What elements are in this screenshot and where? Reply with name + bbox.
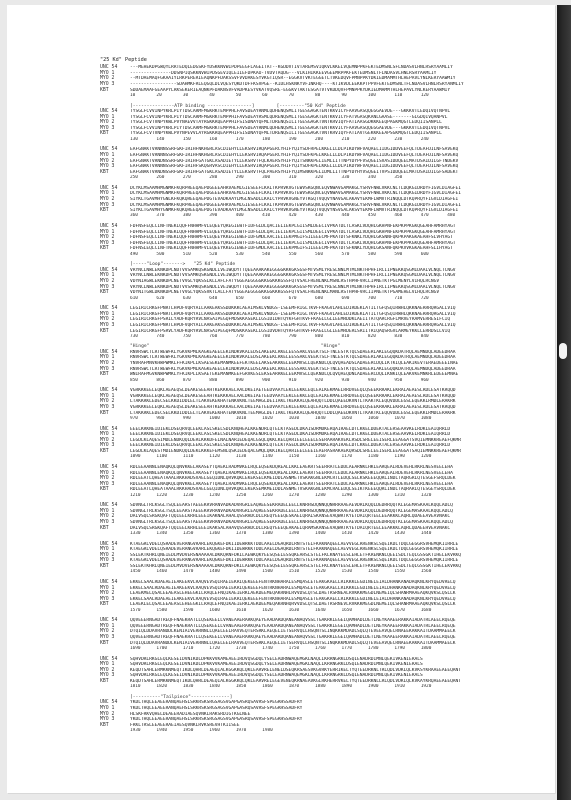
sequence-text: RNVRSWCTLRTWEWFKLYGKVKPMLKAGKEAEELEKINDKVKALEDSLAKEEKLRKELEESSAKLVEEKTSLFTNLESTKTQLSDAEERLAKLEGQQKDATRQLAEMNDQLADEEDRAA xyxy=(130,366,456,372)
sequence-text: RDLEEAANNLENAQKQLQNVKKELAKASEYTQAEKLRADMVKELRQLEQSEKDQREALLKKLEAEKRTSEERRATLEDDLAEARNKLHKLEARQEALRDEVEHLRKRLNESVEELEHA xyxy=(130,470,453,476)
sequence-label: UNC 54 xyxy=(100,388,118,394)
sequence-row xyxy=(100,126,555,132)
sequence-label: KBT xyxy=(100,410,109,416)
document-page xyxy=(7,5,555,793)
sequence-row xyxy=(100,235,555,241)
sequence-row xyxy=(100,202,555,208)
sequence-label: KBT xyxy=(100,290,109,296)
sequence-row xyxy=(100,399,555,405)
sequence-label: KBT xyxy=(100,487,109,493)
sequence-text: LTAKKRKLEDECSELKKDIDDLELTLAKVEKEKHATENKVKNLTEEMAGLDEIIAKLTKEKKALQEAHQQTLDDLQAEEDKVNTLTKAKTKLEQQVDDLEGSLEQEKKLRMDLERAKRK xyxy=(130,399,456,405)
sequence-text: LEAEKMELQSALEEAEASLEHEEGKILRAQLEFNQIKAEIERKLAEKDEEMEQAKRNHLRVVDSLQTSLDAETRSRNEALRVKKKMEGDLNEMEIQLSHANRMAAEAQKQVKSLQSLLK xyxy=(130,591,456,597)
sequence-label: MYO 2 xyxy=(100,278,115,284)
sequence-label: MYO 1 xyxy=(100,70,115,76)
sequence-label: MYO 2 xyxy=(100,667,115,673)
ruler-numbers: 610 620 630 640 650 660 670 680 690 700 710 720 xyxy=(130,295,429,301)
sequence-row xyxy=(100,279,555,285)
sequence-text: EEELKRKNEIDIEKLDSEQRVQLEEKLASLSKELSDLKNQHEALKKENDRLQTELKTASEDLDKAISDRMDKERQAIRAELDTLKKELDDEKTALERSEAAVKELRDKLEAIQRRLD xyxy=(130,426,451,432)
sequence-row xyxy=(100,481,555,487)
alignment-block xyxy=(100,147,555,180)
ruler-numbers: 1090 1100 1110 1120 1130 1140 1150 1160 1170 1180 1190 1200 xyxy=(130,454,432,460)
position-ruler xyxy=(100,252,555,257)
sequence-row xyxy=(100,241,555,247)
sequence-label: KBT xyxy=(100,131,109,137)
sequence-row xyxy=(100,629,555,635)
position-ruler xyxy=(100,378,555,383)
sequence-label: KBT xyxy=(100,169,109,175)
sequence-row xyxy=(100,268,555,274)
sequence-text: LEGDLKLAQESIMDLENDKQQLDERLKKKDFELNALNARIEDEQALGSQLQKKLKELQARIEELEEELESERAARAKVEKLRSDLSRELEEISERLEEAGGATSVQIEMNKKREAEFQKMR xyxy=(130,437,462,443)
sequence-text: KTAEGRLVDELQSRADEVERANGVRARLEKQGKEFDKIIDEWRKKTDDLAAELDGAQRDLRNTSTELFKAKNAQEELAEVVEGLRRENKSLSQEIKDLTDQLGEGGRSVHEMQKIIRRLE xyxy=(130,547,459,553)
sequence-label: MYO 3 xyxy=(100,164,115,170)
annotation-text: [----------"Tailpiece"--------------] xyxy=(130,694,233,700)
alignment-block xyxy=(100,580,555,613)
sequence-label: UNC 54 xyxy=(100,503,118,509)
alignment-block xyxy=(100,306,555,339)
alignment-block xyxy=(100,695,555,734)
sequence-label: MYO 3 xyxy=(100,322,115,328)
sequence-text: SIYKLTGAVMHYGNMKFKQKQREEQAEPDGTEVADKAAYLMGLNSADLLKALCYPRVKVGNEYVTKGQTVQQVYNSVGALAKSVYEKMFLWMVTRINQQLDTKQPRQYFIGVLDIAGFEI xyxy=(130,208,459,214)
sequence-text: LEGIRICRKGFPSRVLYADFKQRYRVLNASAIPEGQFMDSKKASEKLLGSIDVDHTQYRFGHTKVFFKAGLLGLLEEMRDERLSRIITRIQAQSRGVLARMEYKKLLERRDSLLVIQ xyxy=(130,328,451,334)
sequence-row xyxy=(100,197,555,203)
sequence-label: MYO 1 xyxy=(100,114,115,120)
sequence-text: DTQIQLDDAVRANDDLKENIAIVERRNNLLQAELEELRAVVEQTERSRKLAEQELIETSERVQLLHSQNTSLINQKKKMDADLSQLQTEVEEAVQECRNAEEKAKKAITDAAMMAEELK xyxy=(130,629,456,635)
sequence-label: UNC 54 xyxy=(100,65,118,71)
sequence-text: VRYNCLNWLEKNKDPLNDTVVSAMKQSKGNDLLVEIWQDYTTQEEAAAKAKEGGGGKKKGKSGSFMTVSMLYRESLNNLMTMLNKTHPHFIRCIIPNEKKQSGMIDAALVLNQLTCNGV xyxy=(130,267,456,273)
alignment-block xyxy=(100,224,555,257)
sequence-text: KEQDTSAHLERMKKNMEQTIKDLQHRLDEAEQIALKGGKKQLQKLEARVRELEGEVENEQKRNAEAVKGLRKHERRVKELTYQTEEDRKNLLRLQDLVDKLQLKVKAYKRQAEEAEEQANT xyxy=(130,679,462,684)
sequence-label: MYO 3 xyxy=(100,202,115,208)
sequence-label: MYO 2 xyxy=(100,158,115,164)
sequence-text: DALVSQLSRGKQAFTQQIEELKRHLEEEIKAKNALAHALQSSRHDCDLLREQYEEEQESKAELQRALSKANSEVAQWRTKYETDAIQRTEELEEAKKKLAQRLQDAEEAVEAVNAKC xyxy=(130,514,451,520)
sequence-row xyxy=(100,514,555,520)
alignment-block xyxy=(100,465,555,498)
sequence-label: MYO 3 xyxy=(100,284,115,290)
sequence-text: VRYNCLNWLEKNKDPLNDTVVSAMKQSKGNDLLVEIWQDYTTQEEAAAKAKEGGGGKKKGKSGSFMTVSMLYRESLNNLMTMLNKTHPHFIRCIIPNEKKQSGMIDAALVLNQLTCNGV xyxy=(130,273,456,279)
sequence-text: TYSGLFCVTVNPYKWLPVYNAEVVTAYRGKKRQEAPPHIFSISDNAYQFMLTDRENQSILITGESGAGKTVNTKRVIQYFATIAASGDKKKEEQPAGKMQGTLEDQIISANPLL xyxy=(130,120,442,126)
sequence-text: TYSGLFCVTVNPYKWLPVYNPEVVLAYRGKKRQEAPPHIFSISDNAYQFMLTDRENQSILITGESGAGKTVNTKRVIQYFATIAVTGEKKKEEAPSGKMQGTLEDQIISANPLL xyxy=(130,131,442,137)
position-ruler xyxy=(100,454,555,459)
sequence-text: TYSGLFCVVINPYKRLPIYTDSCARMFMGKRKTEMPPHIFAVSDEAYRSMLQDRENQSMLITGESGAGKTENTKKVICYFATVGASQKANLGAASE-------GLGDQIVQANPVL xyxy=(130,114,448,120)
sequence-row xyxy=(100,552,555,558)
sequence-text: ---MEHEKDPGWQYLRRTEDQLEDGSKFYDSKKNVWIPDPEEGFLAGEITAT--KGDDVTIVTAREMSVIQKVLKKELVQEMNPPKFEKTEDMSNLSFLNDASVLHNLRSRYAAMLIY xyxy=(130,65,453,71)
sequence-label: KBT xyxy=(100,602,109,608)
sequence-text: RDLEEATLQHEATAAALRKKHADSVAELGEQIDNLQRVKQKLEKEKSELKMEIDDLASNMETVSKAKGNLEKMCRTLEDQLSELKSKEEEQQRLINDLTAQRGRLQTESGEFSRQLDEK xyxy=(130,476,456,482)
position-ruler xyxy=(100,531,555,536)
sequence-label: KBT xyxy=(100,246,109,252)
sequence-row xyxy=(100,405,555,411)
sequence-text: SIYKLTGAVMHYGNLKFKQKQREEQAEPDGTEVADKAAYLMGLNSADLLKALCYPRVKVGNEYVTKGQTVQQVYNAVGALAKAVYEKMFLWMVTRINQQLDTKQPRQYFIGVLDIAGFEI xyxy=(130,196,459,202)
binder-hole xyxy=(559,343,567,359)
ruler-numbers: 490 500 510 520 530 540 550 560 570 580 590 600 xyxy=(130,251,429,257)
sequence-label: MYO 1 xyxy=(100,355,115,361)
sequence-text: LEAEKLELQSALEEAEASLEHEEGKILRAQLEFNQIKAEIERKLAEKDEEMEQAKRNHQRVVDSLQTSLDAETRSRNEVLRVKKKMEGDLNEMEIQLSHANRMAAEAQKQVKSLQSLLK xyxy=(130,602,456,608)
ruler-numbers: 1330 1340 1350 1360 1370 1380 1390 1400 1410 1420 1430 1440 xyxy=(130,531,432,537)
sequence-row xyxy=(100,82,555,88)
sequence-text: VRYNCLNWLEKNKDPLNDTVVSAMKQSKGNDLLVEIWQDYTTQEEAAAKAKEGGGGKKKGKSGSFMTVSMLYRESLNNLMTMLNKTHPHFIRCIIPNEKKQSGMIDAALVLNQLTCNGV xyxy=(130,284,456,290)
sequence-text: LEGIRICRKGFPNRTLHPDFVQRYAILAAKEAKSSDDKKKCAEAIMSKLVNDGS-LSEEMFRIGLTKVFFKAGVLAHLEDIRDEKLATILTGFQSQIRWHLQKKNAERRRQRGALLVIQ xyxy=(130,306,456,312)
position-ruler xyxy=(100,295,555,300)
sequence-row xyxy=(100,700,555,706)
sequence-row xyxy=(100,388,555,394)
sequence-text: EEELKRKNEIDIEKLDSEQRVQLEEKLASLSKELSDLKNQHEALKKENDRLQTELKTASEDLDKAISDRMDKERQAIRAELDTLKKELDDEKTALERSEAAVKELRDKLEAIQRRLD xyxy=(130,432,451,438)
sequence-row xyxy=(100,366,555,372)
sequence-row xyxy=(100,520,555,526)
sequence-text: YKDLTHQLEEAEERANQAEHSLSRKRSKSRGSAGSVGAPGASRQSAVRSFSPEGRHSSADFRY xyxy=(130,700,303,706)
sequence-text: DCYKLMSAAMHMGNMKFKQRPREEQAEPDGEEEAHRVAEMLGIESEEFLKALTKPRVKVGTEWVSKGQNCEQVNWAVGAMAKGLYSRVFNWLVKKCNLTLDQKGIDRDYFIGVLDIAGFEI xyxy=(130,185,462,191)
ruler-numbers: 1930 1940 1950 1960 1970 1980 xyxy=(130,728,273,734)
sequence-label: KBT xyxy=(100,563,109,569)
sequence-row xyxy=(100,706,555,712)
sequence-label: KBT xyxy=(100,722,109,728)
sequence-text: VGRKKKEELEQKLAEAEQSLDEAKESEEAHTKEKKKAELAALDKEIAETEEDVAAYLEKLEEKKLEQLEALKEKMAELRRDVEEQLQSEEKRRAKLEKRALAEAESLRDLESATKRQQD xyxy=(130,393,456,399)
sequence-text: EKKELSAALRDAEAEIEAKEEKVLRAQVEVSQIRAEIEKRIQEKEEEFENTRKNHARALESMQASLETEAKGKAELLRIKKKLEGDINELEIALDHANKANADAQKNLKRYQEDVRELQ xyxy=(130,596,456,602)
sequence-text: TYSGLFCVVINPYKRLPIYTDSCARMFMGKRKTEMPPHLFAVSDEAYRNMLQDHENQSMLITGESGAGKTENTKKVICYFAAVGASQQEGGAEVDE---GKKKVTLEDQIVQTNPVL xyxy=(130,109,451,115)
alignment-block xyxy=(100,541,555,574)
sequence-row xyxy=(100,635,555,641)
sequence-text: FDFNSFEQLCINFTNEKLQQFFNHHMFVLEQEEYQREGIEWTFIDFGLDLQACIELIEKPLGIISMLDEECIVPKATDLTLASKLVDQHLGKHPNFEKPKPPKGKQGEAHFAMRHYAGT xyxy=(130,224,456,230)
sequence-row xyxy=(100,355,555,361)
sequence-label: MYO 1 xyxy=(100,229,115,235)
sequence-row xyxy=(100,509,555,515)
sequence-text: DCYKLMSAAMHMGNMKFKQRPREEQAEPDGEEEAHRVAEMLGIESEEFLKALTKPRVKVGTEWVSKGQNCEQVNWAVGAMAKGLYSRVFNWLVKKCNLTLDQKGIDRDYFIGVLDIAGFEI xyxy=(130,202,462,208)
sequence-row xyxy=(100,164,555,170)
sequence-text: FDFNSFEQLCINFTNEKLQQFFNHHMFVLEQEEYQREGIEWTFIDFGLDLQACIELIEKPLGIISMLDEECIVPKATDLTLASKLVDQHLGKHPNFEKPKPPKGKQGEAHFAMRHYAGT xyxy=(130,240,456,246)
sequence-label: MYO 3 xyxy=(100,82,115,88)
alignment-header: "25 Kd" Peptide xyxy=(100,57,147,63)
sequence-text: YKDLTHQLEEAEERANQAEHSLSRKRSKSRGSAGSVGAPGASRQSAVRSFSPEGRHSSADFRY xyxy=(130,717,303,723)
sequence-text: LEGIRICRKGFPNRTLHPDFVQRYAILAAKEAKSSDDKKKCAEAIMSKLVNDGS-LSEEMFRIGLTKVFFKAGVLAHLEDIRDEKLATILTGFQSQIRWHLQKKNAERRRQRGALLVIQ xyxy=(130,322,456,328)
sequence-label: UNC 54 xyxy=(100,426,118,432)
annotation-text: [---------------ATP binding ----------------] [---------"50 Kd" Peptide xyxy=(130,103,346,109)
sequence-label: MYO 2 xyxy=(100,399,115,405)
sequence-text: EAFGNAKTVRNDNSSRFGKFIRIHFGATGKLASADIETYLLEKSRVTFQLKAERSYHIFYQITSNKKPELIEMLLITTNPYDYPFVSQGEISVASIDDQEELMATDSAIDILGFTNDEKV xyxy=(130,158,459,164)
sequence-row xyxy=(100,711,555,717)
sequence-row xyxy=(100,273,555,279)
sequence-row xyxy=(100,580,555,586)
sequence-row xyxy=(100,224,555,230)
ruler-numbers: 1570 1580 1590 1600 1610 1620 1630 1640 1650 1660 1670 1680 xyxy=(130,607,432,613)
sequence-text: KTAEGRLVDELQSRADEVERANGVRARLEKQGKEFDKIIDEWRKKTDDLAAELDGAQRDLRNTSTELFKAKNAQEELAEVVEGLRRENKSLSQEIKDLTDQLGEGGRSVHEMQKIIRRLE xyxy=(130,541,459,547)
sequence-text: RDLEEAANNLENAQKQLQNVKKELAKASEYTQAEKLRADMVKELRQLEQSEKDQREALLKKLEAEKRTSEERRATLEDDLAEARNKLHKLEARQEALRDEVEHLRKRLNESVEELEHA xyxy=(130,464,453,470)
sequence-text: VDYNIAGWLEKNKDPLNETVVGLYQKSSLKLLAFLFATYGGEAEGGGGKKGGKKKGSSFQTVSALFRENLNKLMSNLRSTHPHFVRCLIPNETKTPGLMENYLVIHQLRCNGV xyxy=(130,278,440,284)
sequence-text: SQHVDRLRKGLEQLKESEIDVNIKDLDPKKVVKAMEAEEIRDVQSGDQLYSELEADRNWAQEMGKLNAQLLKRRNGRKLDSQIENADRDIMNLQEKIVKENIERALS xyxy=(130,656,423,662)
sequence-label: MYO 2 xyxy=(100,76,115,82)
sequence-row xyxy=(100,76,555,82)
sequence-text: DTQIQLDDAVRANDDLKENIAIVERRNNLLQAELEELRAVVEQTERSRKLAEQELIETSERVQLLHSQNTSLINQKKKMDADLSQLQTEVEEAVQECRNAEEKAKKAITDAAMMAEELK xyxy=(130,640,456,646)
sequence-text: SQHVDRLRKGLEQLKESEIDVNIKDLDPKKVVKAMEAEEIRDVQSGDQLYSELEADRNWAQEMGKLNAQLLKRRNGRKLDSQIENADRDIMNLQEKIVKENIERALS xyxy=(130,662,423,668)
sequence-label: UNC 54 xyxy=(100,224,118,230)
scanner-edge xyxy=(557,5,571,800)
sequence-text: TYSGLFCVVINPYKRLPIYTDSCARMFMGKRKTEMPPHLFAVSDEAYRNMLQDHENQSMLITGESGAGKTENTKKVICYFAAVGASQQEGGAEVDE---GKKKVTLEDQIVQTNPVL xyxy=(130,125,451,131)
sequence-label: UNC 54 xyxy=(100,109,118,115)
sequence-label: MYO 1 xyxy=(100,273,115,279)
sequence-label: KBT xyxy=(100,640,109,646)
sequence-text: YNVRAFMNVKHWPWMKLFFKIKPLLKSAESEKEMANMKEEFEKTKEELAKSEAKRKELEEKMVSLLQEKNDLQLQVQAEADSLADAEERCDQLIKTKIQLEAKIKEVTERAEDEEEINAE xyxy=(130,361,459,367)
position-ruler xyxy=(100,646,555,651)
sequence-label: MYO 3 xyxy=(100,717,115,723)
sequence-row xyxy=(100,191,555,197)
sequence-text: KEQDTSAHLERMKKNMEQTIKDLQHRLDEAEQIALKGGKKQLQKLEARVRELENELDSEQKRSAESVKGVRKYERRIKELTYQTEEDRKNLTRLQDLVDKLQLKVKSYKRAAEEAEEQANT xyxy=(130,667,462,673)
alignment-blocks xyxy=(100,65,555,733)
sequence-text: --MTDAEMAQFGKAAIYLRKPERERIEAQNKPFDAKSSVFVVDAKESYVKGTIQSR--EGGKVTVKTEGGETLTVKEDQVFPMNPPKYDKIEDMAMMTHLHEPAVLYNLKERYAAWMIY xyxy=(130,76,456,82)
sequence-row xyxy=(100,361,555,367)
sequence-text: RNVRSWCTLRTWEWFKLYGKVKPMLKAGKEAEELEKINDKVKALEDSLAKEEKLRKELEESSAKLVEEKTSLFTNLESTKTQLSDAEERLAKLEGQQKDATRQLAEMNDQLADEEDRAA xyxy=(130,355,456,361)
alignment-block xyxy=(100,503,555,536)
sequence-text: LEGIRICRKGFPSRILYADFKQRYRVLNASAIPEGQFMDSKKASEKLLGSIDIDHTQYKFGHTKVFFKAGLLGLLEEMRDDKLAEIITATQARCRGFLMRVEYRAMVERRESIFCIQ xyxy=(130,317,451,323)
sequence-row xyxy=(100,668,555,674)
sequence-row xyxy=(100,185,555,191)
sequence-text: VGRKKKEELEQKLAEAEQSLDEAKESEEAHTKEKKKAELAALDKEIAETEEDVAAYLEKLEEKKLEQLEALKEKMAELRRDVEEQLQSEEKRRAKLEKRALAEAESLRDLESATKRQQD xyxy=(130,388,456,394)
sequence-label: UNC 54 xyxy=(100,306,118,312)
alignment-block xyxy=(100,618,555,651)
sequence-row xyxy=(100,596,555,602)
sequence-label: MYO 1 xyxy=(100,585,115,591)
position-ruler xyxy=(100,137,555,142)
sequence-row xyxy=(100,717,555,723)
sequence-label: MYO 2 xyxy=(100,317,115,323)
sequence-label: MYO 1 xyxy=(100,705,115,711)
sequence-label: MYO 1 xyxy=(100,470,115,476)
sequence-text: HLSKFRKVQHELDEAEERADIAESQVNKLRAKSRDIGTKGLNEE xyxy=(130,711,251,717)
sequence-row xyxy=(100,153,555,159)
sequence-row xyxy=(100,618,555,624)
sequence-row xyxy=(100,120,555,126)
sequence-text: RDLEEATLQHEATAAALRKKHADSVAELGEQIDNLQRVKQKLEKEKSEMKMEIDDLASNMETVSKAKGNLEKMCRALEDQLSEIKTKEEEQQRLINDLTAQRARLQTESGEYSRQLDEK xyxy=(130,487,456,493)
position-ruler xyxy=(100,493,555,498)
sequence-row xyxy=(100,432,555,438)
sequence-row xyxy=(100,311,555,317)
sequence-row xyxy=(100,284,555,290)
sequence-row xyxy=(100,662,555,668)
sequence-label: MYO 2 xyxy=(100,552,115,558)
sequence-text: FDFNSFEQLCINFTNEKLQQFFNHHMFVLEQEEYQREGIEWTFIDFGLDLQACIELIEKPLGIISMLDEECIVPKATDLTLASKLVDQHLGKHPNFEKPKPPKGKQGEAHFAMRHYAGT xyxy=(130,229,456,235)
sequence-row xyxy=(100,317,555,323)
sequence-text: EAFGNAKTVRNDNSSRFGKFIRIHFGATGKLASADIETYLLEKSRVTFQLPAERSYHIFYQIMSNKKPELIDMLLITTNPYDYHYVSQGEITVPSIDDQEELMATDSAIDILGFSADEKT xyxy=(130,169,459,175)
sequence-text: SDDAEMAAFGEAAPYLRKSEKERIEAQNKPFDAKNSVFVADPKESYVKATVQSRE-EGGKVTAKTESGATVTVKDDQVFPMNPPKYDKIEDMAMMTHLHEPAVLYNLKERYAAWMIY xyxy=(130,87,451,93)
sequence-row xyxy=(100,350,555,356)
ruler-numbers: 970 980 990 1000 1010 1020 1030 1040 1050 1060 1070 1080 xyxy=(130,415,432,421)
sequence-label: KBT xyxy=(100,372,109,378)
ruler-numbers: 1810 1820 1830 1840 1850 1860 1870 1880 1890 1900 1910 1920 xyxy=(130,684,432,690)
sequence-row xyxy=(100,158,555,164)
sequence-text: SQHVDRLRKGLEQLKESEIDVNIKDLDPKKVVKAMEAEEIRDVQSGDQLYSELEADRNWAQEMGKLNAQLLKRRNGRKLDSQIENADRDIMNLQEKIVKENIERALS xyxy=(130,673,423,679)
annotation-text: [-----"Loop"-------> "25 Kd" Peptide xyxy=(130,262,236,268)
sequence-row xyxy=(100,476,555,482)
sequence-label: MYO 3 xyxy=(100,635,115,641)
sequence-label: UNC 54 xyxy=(100,700,118,706)
sequence-text: RDLEEAANNLENAQKQLQNVKKELAKASEYTQAEKLRADMVKELRQLEQSEKDQREALLKKLEAEKRTSEERRATLEDDLAEARNKLHKLEARQEALRDEVEHLRKRLNESVEELEHA xyxy=(130,481,453,487)
sequence-label: MYO 2 xyxy=(100,591,115,597)
sequence-label: UNC 54 xyxy=(100,656,118,662)
sequence-row xyxy=(100,465,555,471)
sequence-text: KTAEGRLVDELQSRADEVERANGVRARLEKQGKEFDKIIDEWRKKTDDLAAELDGAQRDLRNTSTELFKAKNAQEELAEVVEGLRRENKSLSQEIKDLTDQLGEGGRSVHEMQKIIRRLE xyxy=(130,558,459,564)
sequence-label: MYO 2 xyxy=(100,235,115,241)
sequence-text: QQVEEERNGADTREQFFNAEKRATLLQSEKEELLVANEAAERARKQAEYEAADARDQANEANAQVSSLTGAKRKLEGEIQAMHADLDETLNEYKAAEERAKKAIADATRLAEELRQEQE xyxy=(130,618,456,624)
sequence-alignment xyxy=(100,57,555,738)
position-ruler xyxy=(100,728,555,733)
sequence-label: MYO 1 xyxy=(100,623,115,629)
sequence-text: EAFGNAKTVRNNNSSRFGKFIRIHFNKHGRLASCDIEHYLLEKSRVIRQAPGERCYHIFYQIYSDFKPELKKELLLDLPIKDYWFVAQAELIIDGIDDVEEFQLTDEAFDILNFSAVEKQ xyxy=(130,152,459,158)
sequence-text: EEELKRKNEIDIEKLDSEQRVQLEEKLASLSKELSDLKNQHEALKKENDRLQTELKTASEDLDKAISDRMDKERQAIRAELDTLKKELDDEKTALERSEAAVKELRDKLEAIQRRLD xyxy=(130,443,451,449)
sequence-text: EAFGNAKTVRNNNSSRFGKFIRIHFSKQGRVASCDIEHYLLEKSRVIRQAPGERCYHIFYQIYSDFKPELKKELLLDLPIKDYWFVAQAELIIDGIDDVEEFQLTDEAFDILNFSAVEKQ xyxy=(130,164,459,170)
sequence-row xyxy=(100,503,555,509)
sequence-text: RNVRSWCTLRTWEWFKLYGKVKPMLKAGKEAEELEKINDKVKALEDSLAKEEKLRKELEESSAKLVEEKTSLFTNLESTKTQLSDAEERLAKLEGQQKDATRQLAEMNDQLADEEDRAA xyxy=(130,349,456,355)
sequence-text: EKKELSAALRDAEAEIEAKEEKVLRAQVEVSQIRAEIEKRIQEKEEEFENTRKNHARALESMQASLETEAKGKAELLRIKKKLEGDINELEIALDHANKANADAQKNLKRYQEDVRELQ xyxy=(130,585,456,591)
sequence-label: MYO 3 xyxy=(100,240,115,246)
sequence-label: MYO 3 xyxy=(100,443,115,449)
position-ruler xyxy=(100,175,555,180)
sequence-label: MYO 2 xyxy=(100,120,115,126)
ruler-numbers: 1210 1220 1230 1240 1250 1260 1270 1280 1290 1300 1310 1320 xyxy=(130,492,432,498)
sequence-label: UNC 54 xyxy=(100,267,118,273)
sequence-label: MYO 2 xyxy=(100,711,115,717)
ruler-numbers: 10 20 30 40 50 60 70 80 90 100 110 120 xyxy=(130,93,429,99)
sequence-row xyxy=(100,585,555,591)
sequence-text: LEGDLKLAQESTMDIENDKQQLDEKLKKKEFEMSNLQSKIEDEQALGMQLQKKIKELQARIEELEEEIEAERASRAKAEKQRSDLSRELEEISERLEEAGGATSAQIEMNKKREAEFQKMR xyxy=(130,448,462,454)
sequence-row xyxy=(100,109,555,115)
sequence-text: VGRKKKEELEQKLAEAEQSLDEAKESEEAHTKEKKKAELAALDKEIAETEEDVAAYLEKLEEKKLEQLEALKEKMAELRRDVEEQLQSEEKRRAKLEKRALAEAESLRDLESATKRQQD xyxy=(130,405,456,410)
position-ruler xyxy=(100,213,555,218)
sequence-label: UNC 54 xyxy=(100,618,118,624)
alignment-block xyxy=(100,426,555,459)
alignment-block xyxy=(100,344,555,383)
position-ruler xyxy=(100,334,555,339)
sequence-text: LEGIRICRKGFPNRTLHPDFVQRYAILAAKEAKSSDDKKKCAEAIMSKLVNDGS-LSEEMFRIGLTKVFFKAGVLAHLEDIRDEKLATILTGFQSQIRWHLQKKNAERRRQRGALLVIQ xyxy=(130,311,456,317)
sequence-label: MYO 1 xyxy=(100,662,115,668)
sequence-label: MYO 1 xyxy=(100,547,115,553)
sequence-text: YKDLTHQLEEAEERANQAEHSLSRKRSKSRGSAGSVGAPGASRQSAVRSFSPEGRHSSADFRY xyxy=(130,705,303,711)
sequence-label: MYO 2 xyxy=(100,514,115,520)
sequence-text: FRKLTRSLEEAEERAEIAESQVNKLRVKSREVHTKIISEE xyxy=(130,722,240,728)
sequence-row xyxy=(100,591,555,597)
sequence-row xyxy=(100,394,555,400)
sequence-label: MYO 2 xyxy=(100,196,115,202)
alignment-block xyxy=(100,262,555,301)
position-ruler xyxy=(100,608,555,613)
sequence-label: KBT xyxy=(100,328,109,334)
sequence-row xyxy=(100,558,555,564)
position-ruler xyxy=(100,569,555,574)
sequence-row xyxy=(100,624,555,630)
sequence-row xyxy=(100,229,555,235)
sequence-row xyxy=(100,541,555,547)
sequence-row xyxy=(100,426,555,432)
sequence-text: DALVSQLSRGKQAFTQQIEELKRHLEEEIKAKSALAHAVQSSRHDCDLLREQYEEEQEAKAELQRAMSKANSEVAQWRTKYETDAIQRTEELEEAKKKLAQRLQDAEEHVEAVNAKC xyxy=(130,525,451,531)
sequence-text: SSLEKTKHRLQNEIEDLMVDVERSNAAAAALDKKQRNFDKILAEWKQKYEESQSELESSQKEARSLSTELFKLKNAYEESLEHLETFKRENKNLQEEISDLTEQLGSSGKTIHELEKVRKQ xyxy=(130,563,462,569)
sequence-label: MYO 2 xyxy=(100,437,115,443)
sequence-label: MYO 1 xyxy=(100,508,115,514)
alignment-block xyxy=(100,388,555,421)
sequence-row xyxy=(100,65,555,71)
sequence-row xyxy=(100,323,555,329)
sequence-text: SSLEKTKHRLQNEIEDLMVDVERSNAAAAALDKKQRNFDKILAEWKQKYEESQSELESSQKEARSLSTELFKLKNAYEESLEHLETFKRENKNLQEEISDLTEQLGSSGKTIHELEKVRKQ xyxy=(130,552,462,558)
sequence-text: LTAKKRKLEDECSELKKDIDDLELTLAKVEKEKHATENKVKNLTEEMAGLDETIAKLTKEKKALQEAHQQTLDDLQAEEDKVNTLTKAKTKLEQQVDDLEGSLEQEKKLRMDLERAKRK xyxy=(130,410,456,416)
sequence-text: EKKELSAALRDAEAEIEAKEEKVLRAQVEVSQIRAEIEKRIQEKEEEFENTRKNHARALESMQASLETEAKGKAELLRIKKKLEGDINELEIALDHANKANADAQKNLKRYQEDVRELQ xyxy=(130,579,456,585)
sequence-label: MYO 2 xyxy=(100,476,115,482)
sequence-text: QQVEEERNGADTREQFFNAEKRATLLQSEKEELLVANEAAERARKQAEYEAADARDQANEANAQVSSLTGAKRKLEGEIQAMHADLDETLNEYKAAEERAKKAIADATRLAEELRQEQE xyxy=(130,623,456,629)
ruler-numbers: 250 260 270 280 290 300 310 320 330 340 350 xyxy=(130,175,403,181)
sequence-label: MYO 1 xyxy=(100,311,115,317)
alignment-block xyxy=(100,185,555,218)
sequence-label: MYO 3 xyxy=(100,596,115,602)
sequence-row xyxy=(100,306,555,312)
sequence-label: MYO 3 xyxy=(100,673,115,679)
sequence-text: QQVEEERNGADTREQFFNAEKRATLLQSEKEELLVANEAAERARKQAEYEAADARDQANEANAQVSSLTGAKRKLEGEIQAMHADLDETLNEYKAAEERAKKAIADATRLAEELRQEQE xyxy=(130,635,456,641)
alignment-block xyxy=(100,65,555,98)
sequence-text: SDVNGLTRLKSGLTSQLEEARSTAEEEKRVRANVADKADVRGRLEAQREESEKRADELEELLKNRHSDQNNQQNRRRAAEAEVDRLKQQLDEDRRQQTKLEGEMASKAALKQQLADLQ xyxy=(130,503,453,509)
sequence-row xyxy=(100,114,555,120)
sequence-label: MYO 1 xyxy=(100,393,115,399)
sequence-label: MYO 3 xyxy=(100,558,115,564)
sequence-label: MYO 3 xyxy=(100,125,115,131)
position-ruler xyxy=(100,93,555,98)
sequence-label: MYO 2 xyxy=(100,361,115,367)
sequence-label: KBT xyxy=(100,87,109,93)
sequence-label: MYO 1 xyxy=(100,152,115,158)
sequence-label: UNC 54 xyxy=(100,541,118,547)
ruler-numbers: 360 370 380 390 400 410 420 430 440 450 460 470 480 xyxy=(130,213,456,219)
sequence-text: DCYKLMSAAMHMGNMKFKQRPREEQAEPDGEEEAHRVAEMLGIESEEFLKALTKPRVKVGTEWVSKGQNCEQVNWAVGAMAKGLYSRVFNWLVKKCNLTLDQKGIDRDYFIGVLDIAGFEI xyxy=(130,191,462,197)
sequence-label: MYO 3 xyxy=(100,366,115,372)
sequence-label: MYO 2 xyxy=(100,629,115,635)
sequence-row xyxy=(100,443,555,449)
sequence-row xyxy=(100,470,555,476)
sequence-row xyxy=(100,147,555,153)
sequence-text: ---------------DDSNPIQSKKNVWIPDSGEVIQLEIIEFDPKAO-TVDVTAQDG---VLKIHIKKEEVGEEMRPPKFEKTEDMSNLTFLNDASVLHNLRSRYAAMLIY xyxy=(130,70,437,76)
sequence-text: VDYNITGWLDKNKDPLNETVVGLYQKSSVKTLALLFATYGGEAEGGGGKKGGKKKGSSFQTVSALFRENLNKLMANLRSTHPHFVRCIIPNETKTPGAMEHELVLHQLRCNGV xyxy=(130,290,440,296)
sequence-label: MYO 3 xyxy=(100,520,115,526)
sequence-text: SDVNGLTRLKSGLTSQLEEARSTAEEEKRVRANVADKADVRGRLEAQREESEKRADELEELLKNRHSDQNNQQNRRRAAEAEVDRLKQQLDEDRRQQTKLEGEMASKAALKQQLADLQ xyxy=(130,508,453,514)
alignment-block xyxy=(100,103,555,142)
sequence-label: MYO 1 xyxy=(100,191,115,197)
alignment-block xyxy=(100,656,555,689)
sequence-label: UNC 54 xyxy=(100,349,118,355)
ruler-numbers: 730 740 750 760 770 780 790 800 810 820 830 840 xyxy=(130,333,429,339)
ruler-numbers: 130 140 150 160 170 180 190 200 210 220 230 240 xyxy=(130,136,429,142)
sequence-label: UNC 54 xyxy=(100,185,118,191)
sequence-label: UNC 54 xyxy=(100,579,118,585)
sequence-text: EAFGNAKTVRNNNSSRFGKFIRIHFNKHGRLASCDIEHYLLEKSRVIRQAPGERCYHIFYQIYSDFRPELKKELLLDLPIKDYWFVAQAELIIDGIDDVEEFQLTDEAFDILNFSAVEKQ xyxy=(130,147,459,153)
sequence-label: MYO 3 xyxy=(100,481,115,487)
sequence-label: MYO 1 xyxy=(100,432,115,438)
ruler-numbers: 1450 1460 1470 1480 1490 1500 1510 1520 1530 1540 1550 1560 xyxy=(130,569,432,575)
sequence-label: KBT xyxy=(100,525,109,531)
sequence-label: KBT xyxy=(100,448,109,454)
sequence-row xyxy=(100,673,555,679)
position-ruler xyxy=(100,684,555,689)
sequence-label: UNC 54 xyxy=(100,147,118,153)
sequence-text: FDFNSLEQLCINFTNEKLQQFFNHHMFVLEQEEYKKEGIEWEFIDFGMDLAACIELIEKPMGIFSILEEECMFPKATDTSFKNKLYDQHLGKSANFQKPKVVKGKAEAHFSLIHYAGT xyxy=(130,246,453,252)
sequence-text: FDFNSFEQLCINFTNEKLQQFFNHHMFVLEQEEYKKEGIEWEFIDFGMDLAACIELIEKPMGIFSILEEECMFPKATDTSFKNKLYDQHLGKSNNFQKPKPAKGKAEAHFSLVHYAGT xyxy=(130,235,453,241)
sequence-row xyxy=(100,547,555,553)
position-ruler xyxy=(100,416,555,421)
sequence-label: KBT xyxy=(100,679,109,684)
sequence-row xyxy=(100,71,555,77)
ruler-numbers: 850 860 870 880 890 900 910 920 930 940 950 960 xyxy=(130,377,429,383)
sequence-text: WNIRAFMGVKNWPWMKLYFKIKPLLKSAETEKEMANMKEEFGRVKESLEKSEARRKELEEKMVSLLQEKNDLQLQVQAEQDNLADAEERCDQLIKNKIQLEAKVKEMNKRLEDEEEMNAE xyxy=(130,372,459,378)
sequence-label: KBT xyxy=(100,208,109,214)
sequence-text: -----------------SDAHMKFRLEQGQLDLVQESYQKDTDFFKSVPGE--KIDLHSKNKYVFINKHQ----KTIKVDLEEKKPTPPVFEKTEDMSNLTFLNDASVLHNLRSRYANMLIY xyxy=(130,82,464,88)
sequence-row xyxy=(100,656,555,662)
sequence-label: MYO 3 xyxy=(100,405,115,410)
annotation-text: "Hinge" "Hinge" xyxy=(130,344,341,350)
sequence-text: SDVNGLTRLKSGLTSQLEEARSTAEEEKRVRANVADKADVRGRLEAQREESEKRADELEELLKNRHSDQNNQQNRRRAAEAEVDRLKQQLDEDRRQQTKLEGEMASKAALKQQLADLQ xyxy=(130,520,453,526)
ruler-numbers: 1690 1700 1710 1720 1730 1740 1750 1760 1770 1780 1790 1800 xyxy=(130,646,432,652)
sequence-row xyxy=(100,437,555,443)
sequence-label: UNC 54 xyxy=(100,464,118,470)
